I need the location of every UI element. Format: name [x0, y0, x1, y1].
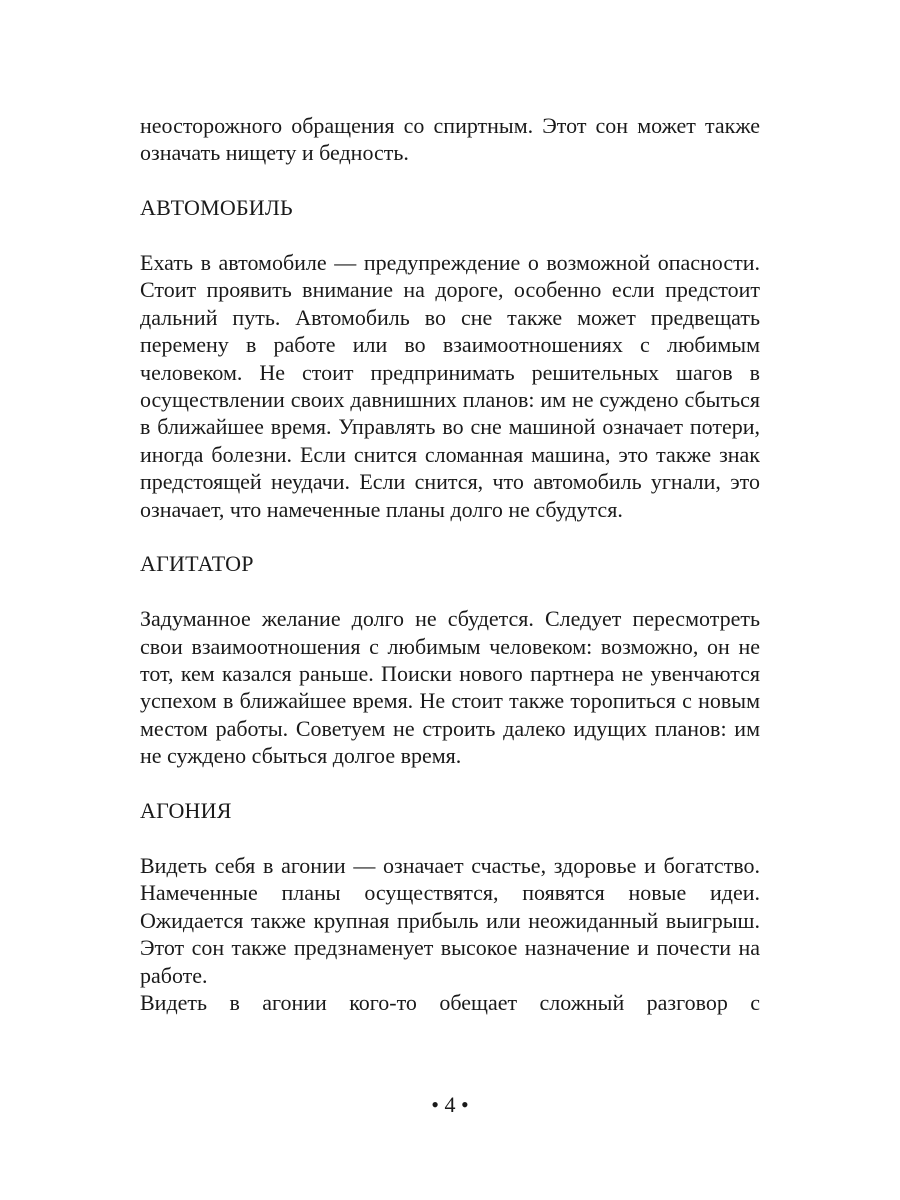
entry-heading-agitator: АГИТАТОР [140, 551, 254, 577]
page-body [140, 112, 760, 1016]
spacer [140, 523, 760, 550]
entry-heading-avtomobil: АВТОМОБИЛЬ [140, 195, 293, 221]
continuation-paragraph: неосторожного обращения со спиртным. Этот сон может также означать нищету и бедность. [140, 113, 760, 166]
entry-paragraph-continued: Видеть в агонии кого-то обещает сложный разговор с [140, 989, 760, 1015]
spacer [140, 770, 760, 797]
entry-paragraph: Видеть себя в агонии — означает счастье, здоровье и богатство. Намеченные планы осуществятся, появятся новые идеи. Ожидается также крупная прибыль или неожиданный выигрыш. Этот сон также предзнаменует высокое назначение и почести на работе. [140, 852, 760, 988]
spacer [140, 824, 760, 851]
entry-paragraph: Задуманное желание долго не сбудется. Следует пересмотреть свои взаимоотношения с любимым человеком: возможно, он не тот, кем казался раньше. Поиски нового партнера не увенчаются успехом в ближайшее время. Не стоит также торопиться с новым местом работы. Советуем не строить далеко идущих планов: им не суждено сбыться долгое время. [140, 606, 760, 769]
entry-heading-agoniya: АГОНИЯ [140, 798, 232, 824]
spacer [140, 167, 760, 194]
spacer [140, 578, 760, 605]
spacer [140, 222, 760, 249]
entry-paragraph: Ехать в автомобиле — предупреждение о возможной опасности. Стоит проявить внимание на дороге, особенно если предстоит дальний путь. Автомобиль во сне также может предвещать перемену в работе или во взаимоотношениях с любимым человеком. Не стоит предпринимать решительных шагов в осуществлении своих давнишних планов: им не суждено сбыться в ближайшее время. Управлять во сне машиной означает потери, иногда болезни. Если снится сломанная машина, это также знак предстоящей неудачи. Если снится, что автомобиль угнали, это означает, что намеченные планы долго не сбудутся. [140, 250, 760, 522]
page-number: • 4 • [431, 1092, 469, 1117]
